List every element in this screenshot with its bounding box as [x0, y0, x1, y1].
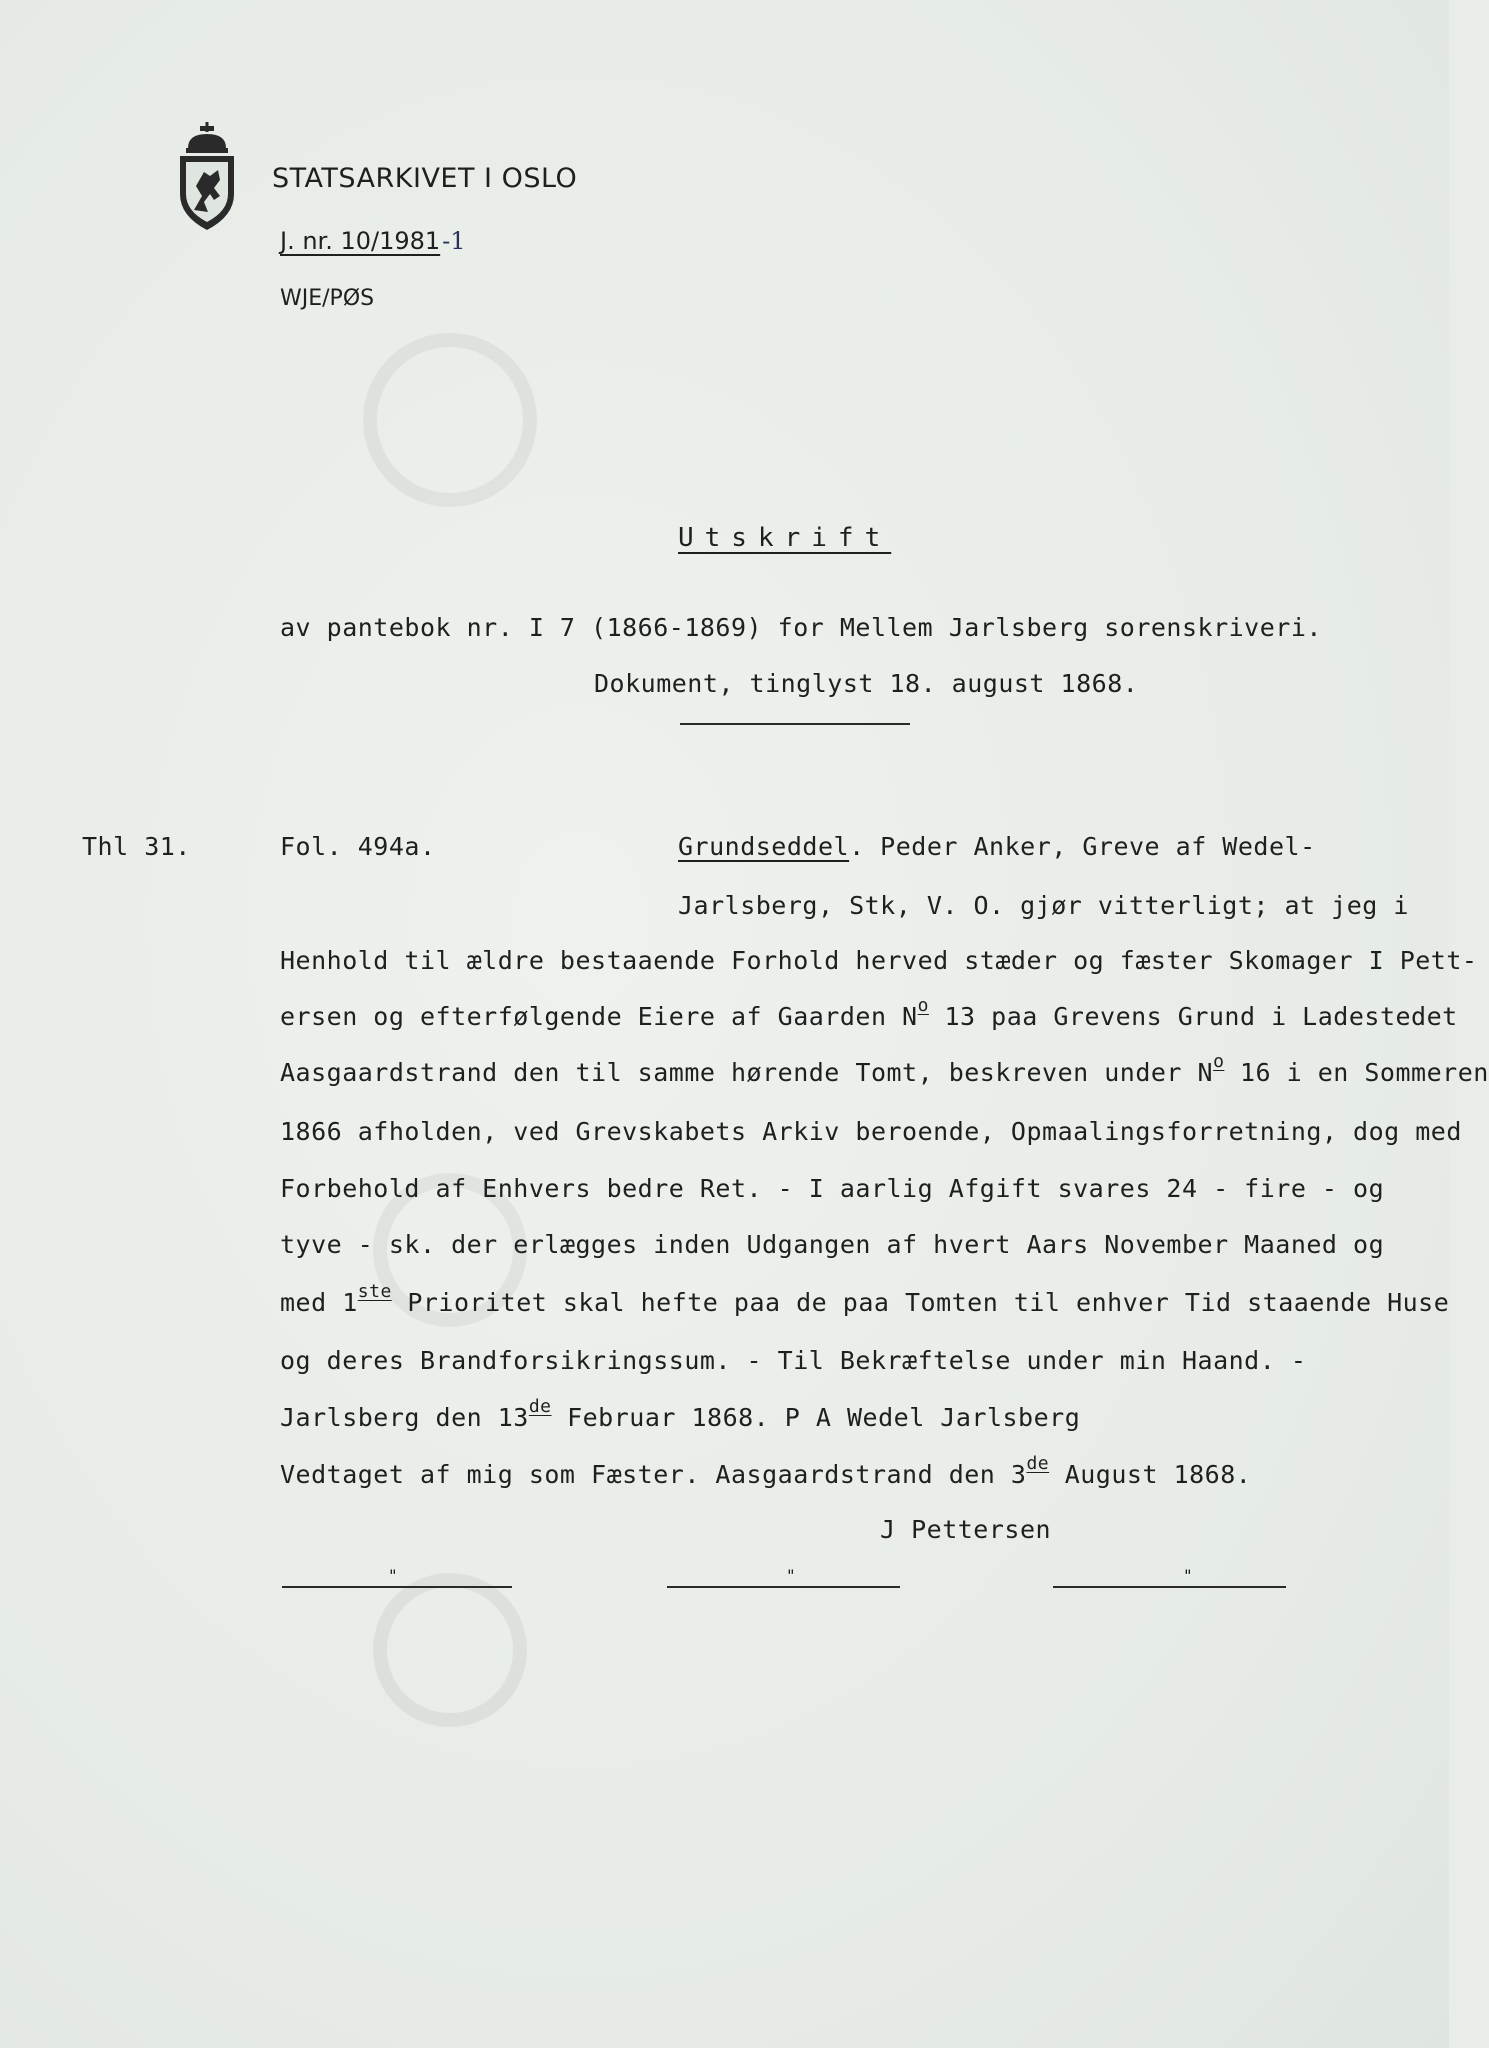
ditto-rule-left [282, 1586, 512, 1588]
body-line-11-b: Februar 1868. P A Wedel Jarlsberg [551, 1403, 1081, 1432]
body-line-12-b: August 1868. [1049, 1460, 1252, 1489]
ditto-rule-right [1053, 1586, 1286, 1588]
body-line-3: Henhold til ældre bestaaende Forhold herved stæder og fæster Skomager I Pett- [280, 946, 1478, 975]
body-line-12-a: Vedtaget af mig som Fæster. Aasgaardstrand den 3 [280, 1460, 1027, 1489]
norwegian-coat-of-arms-icon [172, 122, 242, 232]
body-line-4-sup: o [917, 995, 929, 1016]
body-line-4-b: 13 paa Grevens Grund i Ladestedet [928, 1002, 1458, 1031]
body-line-1-text: . Peder Anker, Greve af Wedel- [849, 832, 1316, 861]
body-line-6: 1866 afholden, ved Grevskabets Arkiv beroende, Opmaalingsforretning, dog med [280, 1117, 1462, 1146]
body-line-8: tyve - sk. der erlægges inden Udgangen af hvert Aars November Maaned og [280, 1230, 1385, 1259]
body-line-1 [678, 832, 1316, 861]
document-title: Utskrift [678, 523, 892, 553]
subtitle-line-2: Dokument, tinglyst 18. august 1868. [594, 669, 1139, 698]
journal-number [280, 227, 466, 255]
ditto-mark-right: " [1183, 1566, 1193, 1585]
body-line-4-a: ersen og efterfølgende Eiere af Gaarden N [280, 1002, 918, 1031]
body-line-12 [280, 1453, 1252, 1489]
signature-pettersen: J Pettersen [880, 1515, 1052, 1544]
body-line-4 [280, 995, 1458, 1031]
body-line-11-a: Jarlsberg den 13 [280, 1403, 529, 1432]
body-line-11 [280, 1396, 1081, 1432]
subtitle-line-1: av pantebok nr. I 7 (1866-1869) for Mellem Jarlsberg sorenskriveri. [280, 613, 1322, 642]
body-line-12-sup: de [1026, 1453, 1050, 1474]
body-line-5-a: Aasgaardstrand den til samme hørende Tomt, beskreven under N [280, 1058, 1214, 1087]
body-line-2: Jarlsberg, Stk, V. O. gjør vitterligt; at jeg i [678, 891, 1409, 920]
body-line-9 [280, 1281, 1450, 1317]
journal-number-label: J. nr. 10/1981 [280, 227, 441, 255]
grundseddel-heading: Grundseddel [678, 832, 850, 861]
ditto-mark-middle: " [786, 1566, 796, 1585]
margin-reference: Thl 31. [82, 832, 191, 861]
body-line-9-b: Prioritet skal hefte paa de paa Tomten til enhver Tid staaende Huse [391, 1288, 1450, 1317]
body-line-11-sup: de [528, 1396, 552, 1417]
body-line-5 [280, 1051, 1489, 1087]
journal-number-handwritten-suffix: -1 [442, 227, 466, 255]
body-line-5-sup: o [1213, 1051, 1225, 1072]
folio-reference: Fol. 494a. [280, 832, 436, 861]
institution-heading: STATSARKIVET I OSLO [272, 163, 578, 194]
body-line-9-a: med 1 [280, 1288, 358, 1317]
body-line-5-b: 16 i en Sommeren [1224, 1058, 1489, 1087]
ditto-mark-left: " [388, 1566, 398, 1585]
body-line-7: Forbehold af Enhvers bedre Ret. - I aarlig Afgift svares 24 - fire - og [280, 1174, 1385, 1203]
body-line-10: og deres Brandforsikringssum. - Til Bekræftelse under min Haand. - [280, 1346, 1307, 1375]
body-line-9-sup: ste [357, 1281, 392, 1302]
ditto-rule-middle [667, 1586, 900, 1588]
title-divider [680, 723, 910, 725]
case-initials: WJE/PØS [280, 286, 375, 311]
